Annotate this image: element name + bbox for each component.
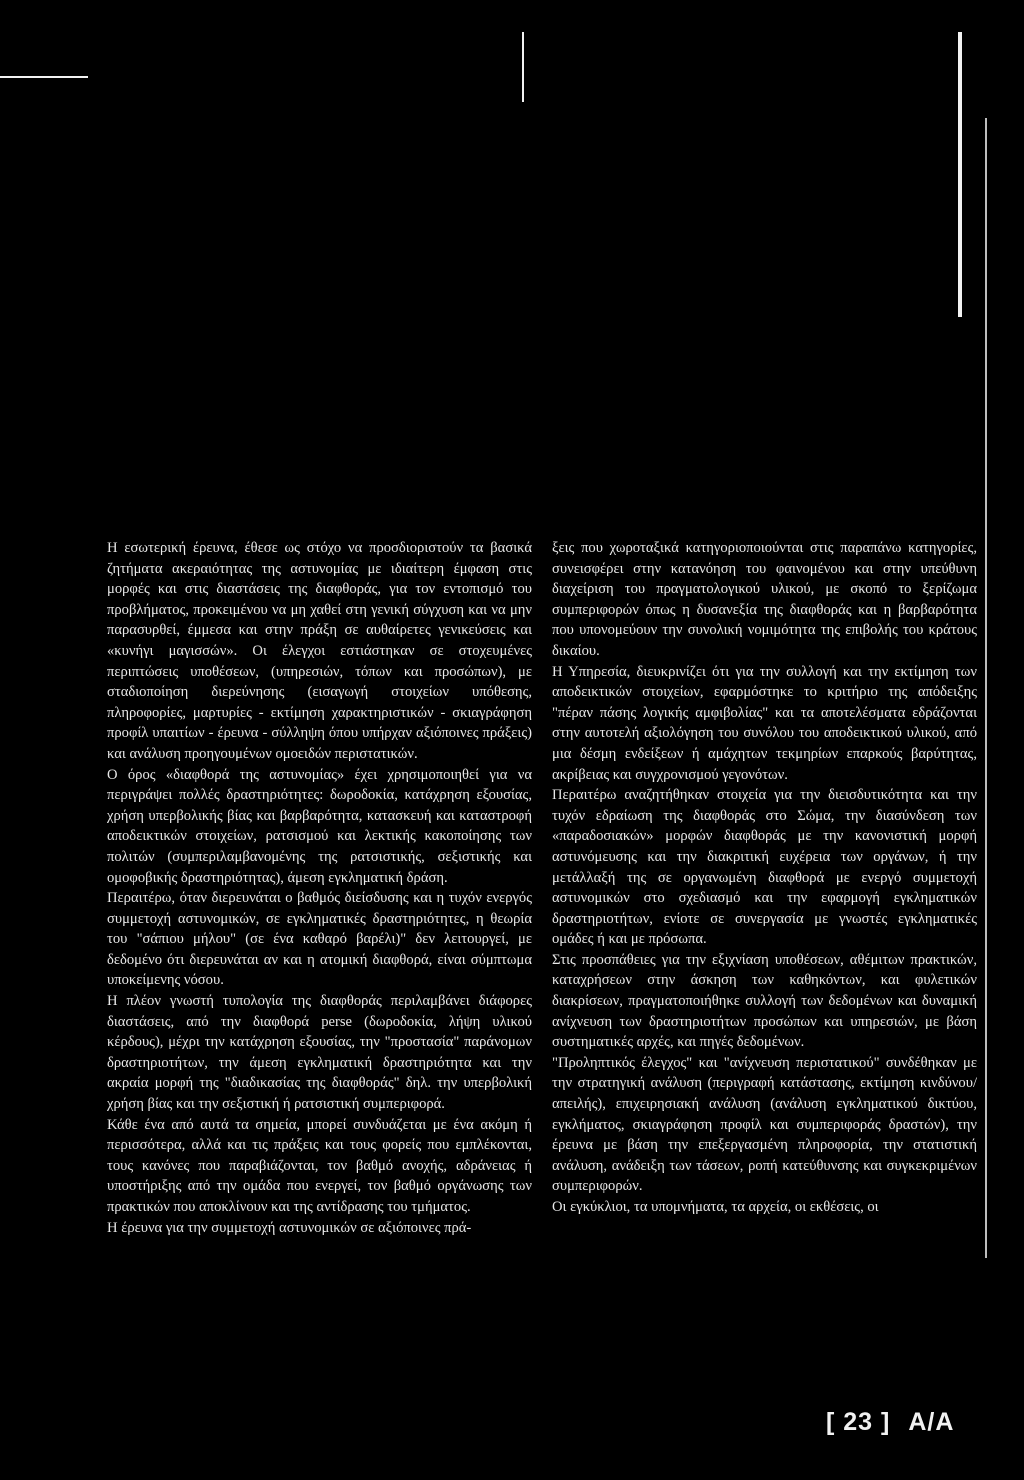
paragraph: Περαιτέρω, όταν διερευνάται ο βαθμός διείσδυσης και η τυχόν ενεργός συμμετοχή αστυνομικών, σε εγκληματικές δραστηριότητες, η θεωρία του "σάπιου μήλου" (σε ένα καθαρό βαρέλι)" δεν λειτουργεί, με δεδομένο ότι διερευνάται αν και η ατομική διαφθορά, είναι σύμπτωμα υποκείμενης νόσου. [107,890,532,989]
left-text-column [107,538,532,1238]
paragraph: Η πλέον γνωστή τυπολογία της διαφθοράς περιλαμβάνει διάφορες διαστάσεις, από την διαφθορά perse (δωροδοκία, λήψη υλικού κέρδους), μέχρι την κατάχρηση εξουσίας, την "προστασία" παράνομων δραστηριοτήτων, την άμεση εγκληματική δραστηριότητα και την ακραία μορφή της "διαδικασίας της διαφθοράς" δηλ. την υπερβολική χρήση βίας και την σεξιστική ή ρατσιστική συμπεριφορά. [107,993,532,1113]
top-left-rule [0,76,88,78]
paragraph: Κάθε ένα από αυτά τα σημεία, μπορεί συνδυάζεται με ένα ακόμη ή περισσότερα, αλλά και τις πράξεις και τους φορείς που εμπλέκονται, τους κανόνες που παραβιάζονται, τον βαθμό ανοχής, αδράνειας ή υποστήριξης από την ομάδα που ενεργεί, τον βαθμό οργάνωσης των πρακτικών που αποκλίνουν και της αντίδρασης του τμήματος. [107,1116,532,1215]
page-number: [ 23 ] [826,1408,891,1436]
page-footer [826,1408,954,1437]
paragraph: "Προληπτικός έλεγχος" και "ανίχνευση περιστατικού" συνδέθηκαν με την στρατηγική ανάλυση (περιγραφή κατάστασης, εκτίμηση κινδύνου/απειλής), επιχειρησιακή ανάλυση (ανάλυση εγκληματικού δικτύου, εγκλήματος, σκιαγράφηση προφίλ και συμπεριφοράς δραστών), την έρευνα με βάση την επεξεργασμένη πληροφορία, την στατιστική ανάλυση, ανάδειξη των τάσεων, ροπή κατεύθυνσης και συγκεκριμένων συμπεριφορών. [552,1054,977,1195]
paragraph: Η εσωτερική έρευνα, έθεσε ως στόχο να προσδιοριστούν τα βασικά ζητήματα ακεραιότητας της αστυνομίας με ιδιαίτερη έμφαση στις μορφές και στις διαστάσεις της διαφθοράς, για τον εντοπισμό του προβλήματος, προκειμένου να μη χαθεί στη γενική σύγχυση και να μην παρασυρθεί, έμμεσα και στην πράξη σε αυθαίρετες γενικεύσεις και «κυνήγι μαγισσών». Οι έλεγχοι εστιάστηκαν σε στοχευμένες περιπτώσεις υποθέσεων, (υπηρεσιών, τόπων και προσώπων), με σταδιοποίηση διερεύνησης (εισαγωγή στοιχείων υπόθεσης, πληροφορίες, μαρτυρίες - εκτίμηση χαρακτηριστικών - σκιαγράφηση προφίλ υπαιτίων - έρευνα - σύλληψη όπου υπήρχαν αξιόποινες πράξεις) και ανάλυση προηγουμένων ομοειδών περιστατικών. [107,540,532,762]
vertical-rule-center [522,32,524,102]
right-text-column [552,538,977,1218]
paragraph: Η Υπηρεσία, διευκρινίζει ότι για την συλλογή και την εκτίμηση των αποδεικτικών στοιχείων, εφαρμόστηκε το κριτήριο της απόδειξης "πέραν πάσης λογικής αμφιβολίας" και τα αποτελέσματα εδράζονται στην αυτοτελή αξιολόγηση του συνόλου του αποδεικτικού υλικού, από μια δέσμη ενδείξεων ή αμάχητων τεκμηρίων επαρκούς βαρύτητας, ακρίβειας και συγχρονισμού γεγονότων. [552,663,977,783]
paragraph: Οι εγκύκλιοι, τα υπομνήματα, τα αρχεία, οι εκθέσεις, οι [552,1199,879,1215]
paragraph: Η έρευνα για την συμμετοχή αστυνομικών σε αξιόποινες πρά- [107,1219,472,1236]
section-label: A/A [908,1408,955,1436]
vertical-rule-right [958,32,962,317]
paragraph: Περαιτέρω αναζητήθηκαν στοιχεία για την διεισδυτικότητα και την τυχόν εδραίωση της διαφθοράς στο Σώμα, την διασύνδεση των «παραδοσιακών» μορφών διαφθοράς με την κανονιστική μορφή αστυνόμευσης και την διακριτική ευχέρεια των οργάνων, ή την μετάλλαξή της σε οργανωμένη διαφθορά με ενεργό συμμετοχή αστυνομικών στο σχεδιασμό και την εφαρμογή εγκληματικών δραστηριοτήτων, ενίοτε σε συνεργασία με γνωστές εγκληματικές ομάδες ή και με πρόσωπα. [552,787,977,948]
vertical-rule-edge [985,118,987,1258]
paragraph: Στις προσπάθειες για την εξιχνίαση υποθέσεων, αθέμιτων πρακτικών, καταχρήσεων στην άσκηση των καθηκόντων, και φυλετικών διακρίσεων, πραγματοποιήθηκε συλλογή των δεδομένων και δυναμική ανίχνευση των δραστηριοτήτων προσώπων και υπηρεσιών, με βάση συστηματικές αρχές, και πηγές δεδομένων. [552,951,977,1051]
paragraph: Ο όρος «διαφθορά της αστυνομίας» έχει χρησιμοποιηθεί για να περιγράψει πολλές δραστηριότητες: δωροδοκία, κατάχρηση εξουσίας, χρήση υπερβολικής βίας και βαρβαρότητα, κατασκευή και καταστροφή αποδεικτικών στοιχείων, ρατσισμού και λεκτικής κακοποίησης των πολιτών (συμπεριλαμβανομένης της ρατσιστικής, σεξιστικής και ομοφοβικής δραστηριότητας), άμεση εγκληματική δράση. [107,766,532,886]
paragraph: ξεις που χωροταξικά κατηγοριοποιούνται στις παραπάνω κατηγορίες, συνεισφέρει στην κατανόηση του φαινομένου και στην υπεύθυνη διαχείριση του πραγματολογικού υλικού, με σκοπό το ξερίζωμα συμπεριφορών όπως η δυσανεξία της διαφθοράς και η βαρβαρότητα που υπονομεύουν την συνολική νομιμότητα της επιβολής του κράτους δικαίου. [552,540,977,659]
